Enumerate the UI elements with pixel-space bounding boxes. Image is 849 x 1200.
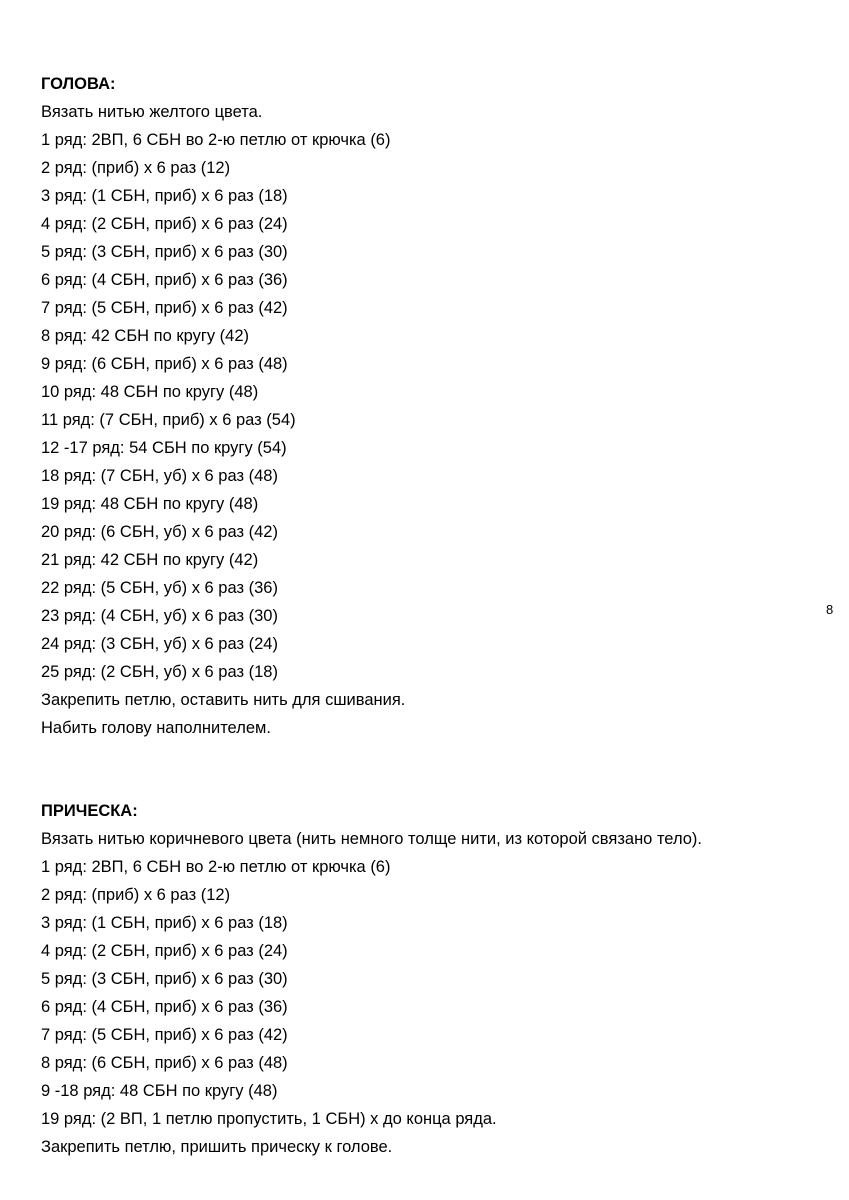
hair-section xyxy=(41,797,821,1161)
head-row: 23 ряд: (4 СБН, уб) х 6 раз (30) xyxy=(41,607,278,625)
head-title: ГОЛОВА: xyxy=(41,75,116,93)
hair-row: 9 -18 ряд: 48 СБН по кругу (48) xyxy=(41,1082,278,1100)
head-row: 24 ряд: (3 СБН, уб) х 6 раз (24) xyxy=(41,635,278,653)
head-row: 19 ряд: 48 СБН по кругу (48) xyxy=(41,495,259,513)
hair-intro: Вязать нитью коричневого цвета (нить немного толще нити, из которой связано тело). xyxy=(41,830,703,848)
hair-row: 3 ряд: (1 СБН, приб) х 6 раз (18) xyxy=(41,914,288,932)
hair-row: 7 ряд: (5 СБН, приб) х 6 раз (42) xyxy=(41,1026,288,1044)
head-row: 1 ряд: 2ВП, 6 СБН во 2-ю петлю от крючка (6) xyxy=(41,131,391,149)
head-row: 5 ряд: (3 СБН, приб) х 6 раз (30) xyxy=(41,243,288,261)
hair-row: 2 ряд: (приб) х 6 раз (12) xyxy=(41,886,231,904)
head-row: 7 ряд: (5 СБН, приб) х 6 раз (42) xyxy=(41,299,288,317)
head-row: 11 ряд: (7 СБН, приб) х 6 раз (54) xyxy=(41,411,296,429)
hair-outro: Закрепить петлю, пришить прическу к голове. xyxy=(41,1138,393,1156)
head-outro: Набить голову наполнителем. xyxy=(41,719,271,737)
head-intro: Вязать нитью желтого цвета. xyxy=(41,103,263,121)
head-row: 2 ряд: (приб) х 6 раз (12) xyxy=(41,159,231,177)
head-row: 6 ряд: (4 СБН, приб) х 6 раз (36) xyxy=(41,271,288,289)
hair-row: 5 ряд: (3 СБН, приб) х 6 раз (30) xyxy=(41,970,288,988)
head-row: 3 ряд: (1 СБН, приб) х 6 раз (18) xyxy=(41,187,288,205)
head-row: 25 ряд: (2 СБН, уб) х 6 раз (18) xyxy=(41,663,278,681)
head-row: 12 -17 ряд: 54 СБН по кругу (54) xyxy=(41,439,287,457)
head-row: 10 ряд: 48 СБН по кругу (48) xyxy=(41,383,259,401)
head-row: 20 ряд: (6 СБН, уб) х 6 раз (42) xyxy=(41,523,278,541)
head-row: 21 ряд: 42 СБН по кругу (42) xyxy=(41,551,259,569)
head-section xyxy=(41,70,821,742)
page-number: 8 xyxy=(826,602,834,617)
head-row: 8 ряд: 42 СБН по кругу (42) xyxy=(41,327,250,345)
head-row: 9 ряд: (6 СБН, приб) х 6 раз (48) xyxy=(41,355,288,373)
hair-row: 8 ряд: (6 СБН, приб) х 6 раз (48) xyxy=(41,1054,288,1072)
head-outro: Закрепить петлю, оставить нить для сшивания. xyxy=(41,691,406,709)
head-row: 4 ряд: (2 СБН, приб) х 6 раз (24) xyxy=(41,215,288,233)
head-row: 22 ряд: (5 СБН, уб) х 6 раз (36) xyxy=(41,579,278,597)
hair-row: 6 ряд: (4 СБН, приб) х 6 раз (36) xyxy=(41,998,288,1016)
hair-row: 1 ряд: 2ВП, 6 СБН во 2-ю петлю от крючка (6) xyxy=(41,858,391,876)
head-row: 18 ряд: (7 СБН, уб) х 6 раз (48) xyxy=(41,467,278,485)
hair-row: 4 ряд: (2 СБН, приб) х 6 раз (24) xyxy=(41,942,288,960)
hair-title: ПРИЧЕСКА: xyxy=(41,802,138,820)
hair-row: 19 ряд: (2 ВП, 1 петлю пропустить, 1 СБН) х до конца ряда. xyxy=(41,1110,497,1128)
